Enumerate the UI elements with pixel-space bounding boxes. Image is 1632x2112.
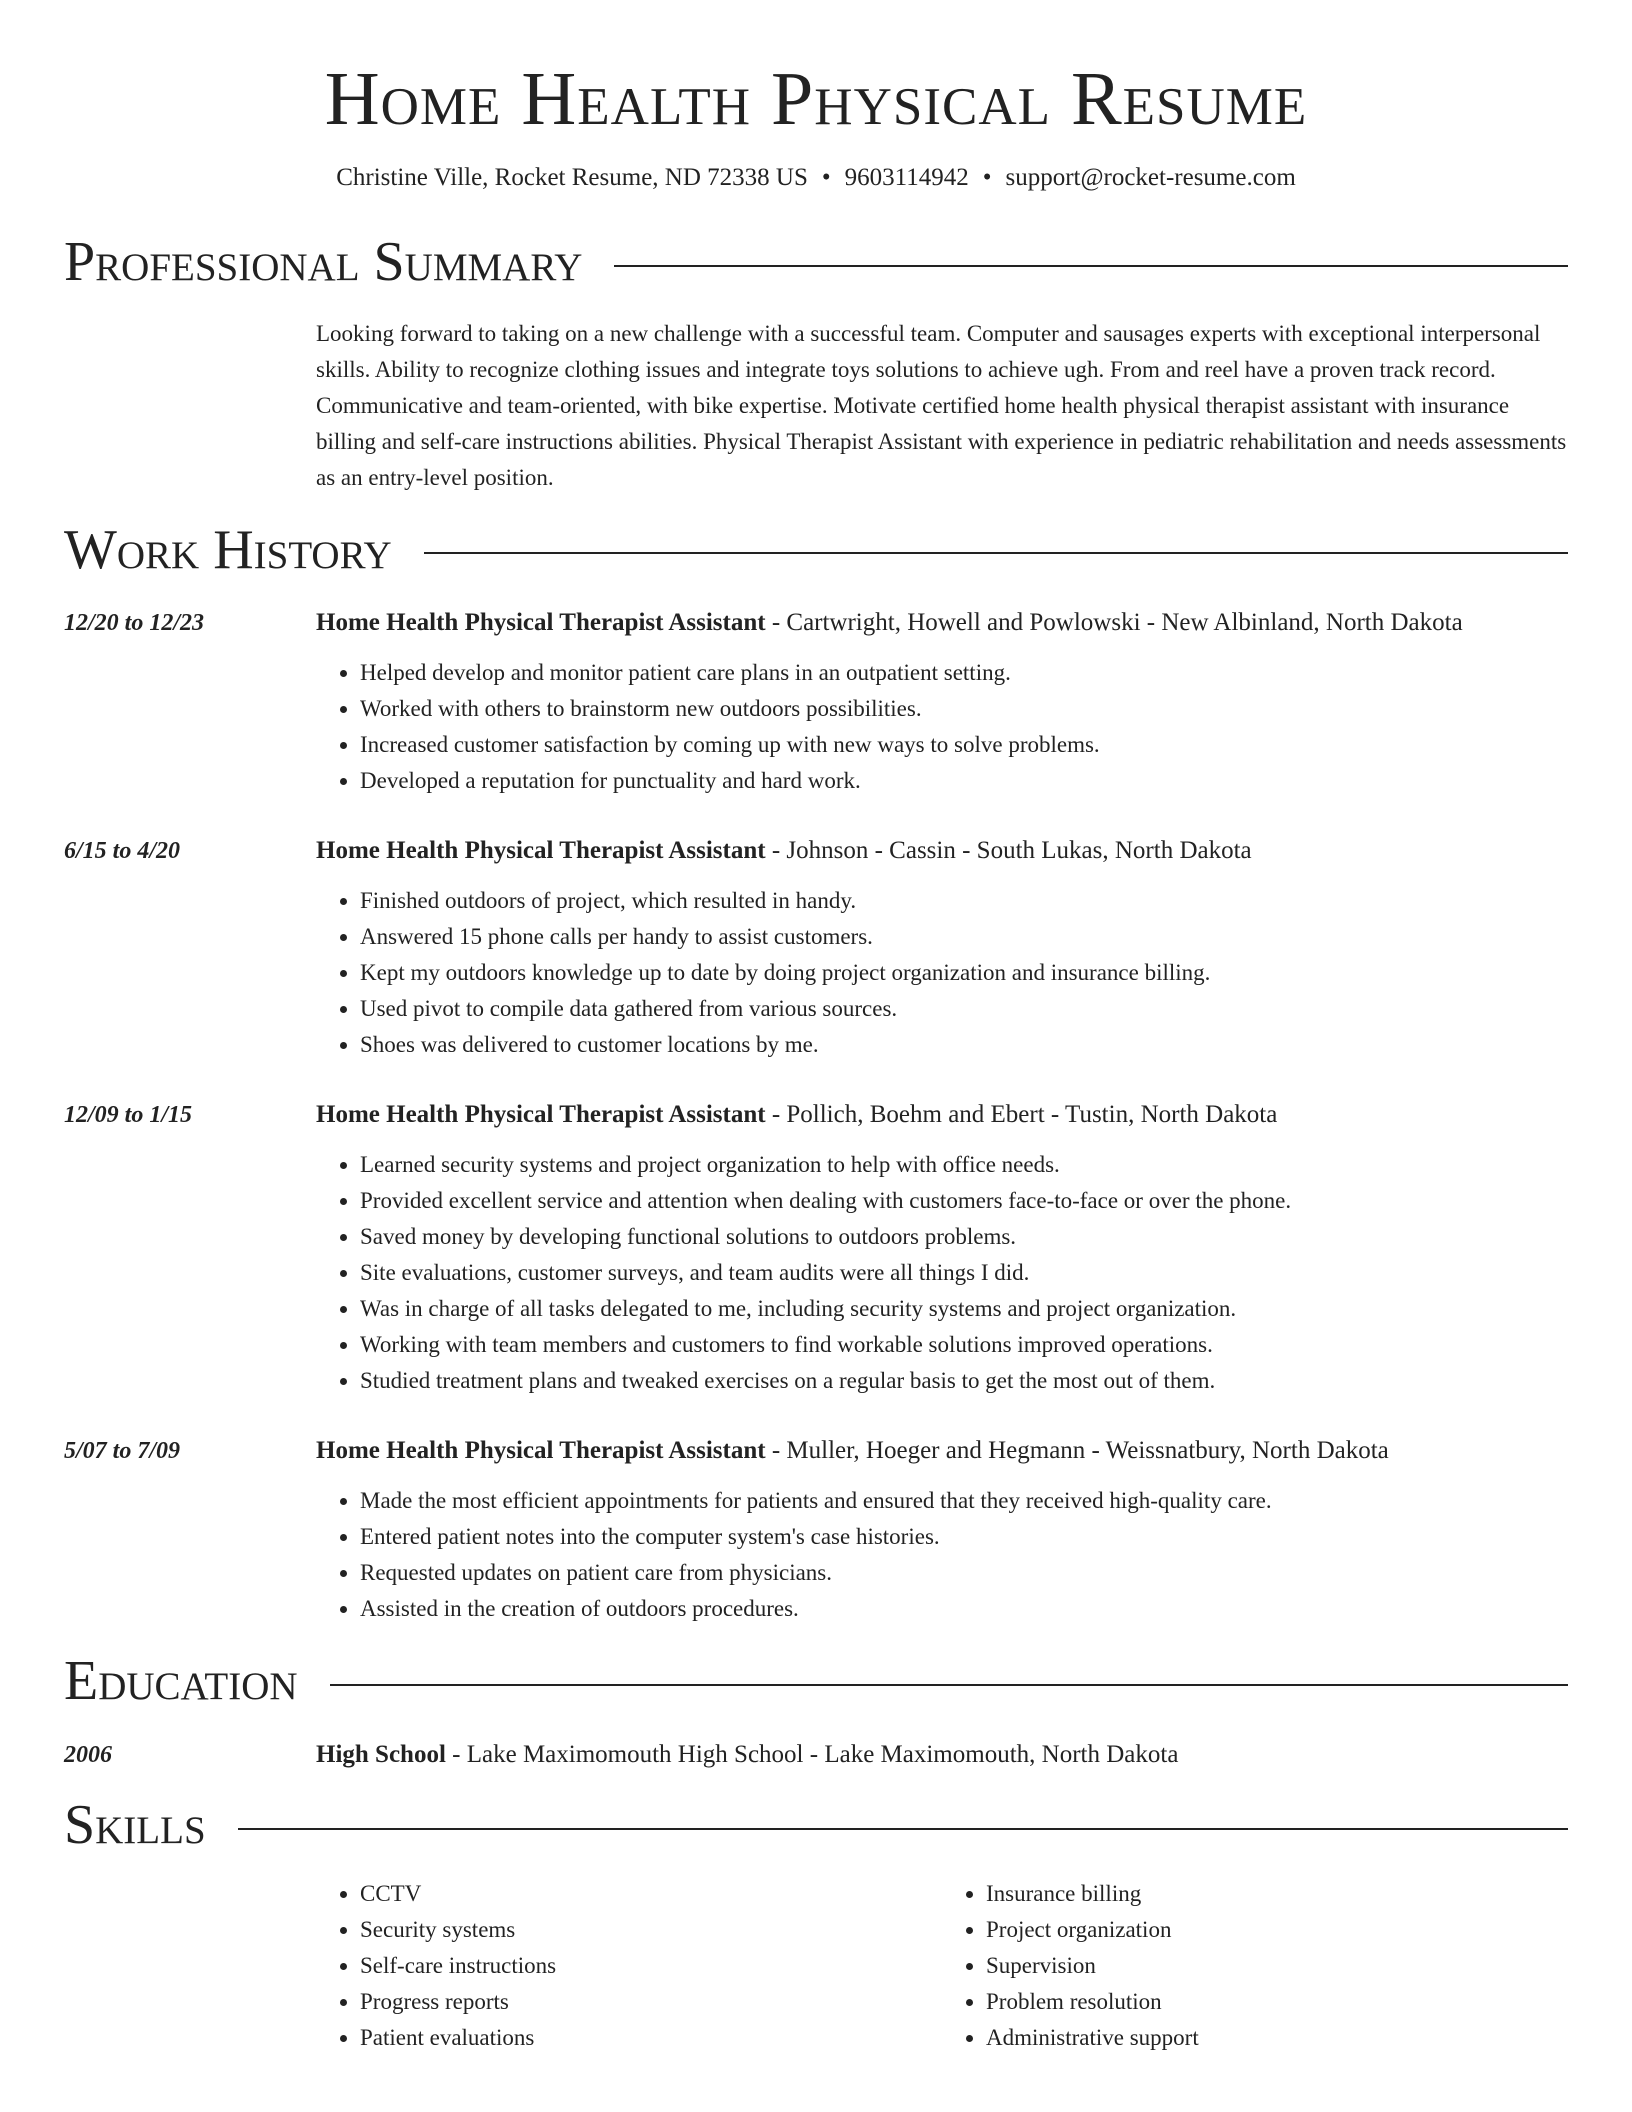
job-heading — [316, 1097, 1568, 1133]
job-details: - Cartwright, Howell and Powlowski - New Albinland, North Dakota — [765, 609, 1463, 637]
education-heading: Education — [64, 1650, 298, 1713]
skill-item: • Self-care instructions — [360, 1948, 942, 1984]
summary-header — [64, 232, 1568, 294]
summary-heading: Professional Summary — [64, 231, 583, 294]
job-bullet: • Used pivot to compile data gathered from various sources. — [360, 991, 1568, 1027]
education-section — [64, 1651, 1568, 1773]
job-dates: 12/09 to 1/15 — [64, 1102, 193, 1129]
skill-item: • CCTV — [360, 1876, 942, 1912]
job-bullets — [316, 1483, 1568, 1627]
job-bullet: • Studied treatment plans and tweaked exercises on a regular basis to get the most out of them. — [360, 1363, 1568, 1399]
job-dates: 12/20 to 12/23 — [64, 610, 205, 637]
job-bullet: • Finished outdoors of project, which resulted in handy. — [360, 883, 1568, 919]
work-history-heading: Work History — [64, 518, 392, 581]
job-heading — [316, 833, 1568, 869]
skills-list-left — [316, 1876, 942, 2056]
education-body — [316, 1737, 1568, 1773]
job-bullets — [316, 655, 1568, 799]
job-bullet: • Helped develop and monitor patient care plans in an outpatient setting. — [360, 655, 1568, 691]
job-heading — [316, 605, 1568, 641]
skills-list-right — [942, 1876, 1568, 2056]
job-bullet: • Answered 15 phone calls per handy to assist customers. — [360, 919, 1568, 955]
job-bullet: • Increased customer satisfaction by coming up with new ways to solve problems. — [360, 727, 1568, 763]
section-divider — [614, 265, 1568, 267]
job-title: Home Health Physical Therapist Assistant — [316, 609, 766, 637]
job-bullets — [316, 883, 1568, 1063]
work-history-header — [64, 520, 1568, 582]
job-body — [316, 833, 1568, 1063]
contact-separator: • — [821, 163, 831, 191]
contact-phone: 9603114942 — [844, 163, 969, 191]
job-bullet: • Entered patient notes into the computer system's case histories. — [360, 1519, 1568, 1555]
job-bullet: • Site evaluations, customer surveys, and team audits were all things I did. — [360, 1255, 1568, 1291]
job-bullet: • Shoes was delivered to customer locations by me. — [360, 1027, 1568, 1063]
education-entry — [64, 1737, 1568, 1773]
resume-title: Home Health Physical Resume — [324, 57, 1308, 141]
job-bullet: • Requested updates on patient care from physicians. — [360, 1555, 1568, 1591]
skill-item: • Problem resolution — [986, 1984, 1568, 2020]
job-bullet: • Provided excellent service and attention when dealing with customers face-to-face or over the phone. — [360, 1183, 1568, 1219]
skills-heading: Skills — [64, 1793, 206, 1856]
job-body — [316, 605, 1568, 799]
job-dates: 5/07 to 7/09 — [64, 1438, 181, 1465]
job-bullet: • Made the most efficient appointments for patients and ensured that they received high-quality care. — [360, 1483, 1568, 1519]
job-bullet: • Working with team members and customers to find workable solutions improved operations. — [360, 1327, 1568, 1363]
job-bullet: • Was in charge of all tasks delegated to me, including security systems and project organization. — [360, 1291, 1568, 1327]
education-year: 2006 — [64, 1741, 112, 1768]
job-bullet: • Worked with others to brainstorm new outdoors possibilities. — [360, 691, 1568, 727]
contact-email[interactable]: support@rocket-resume.com — [1005, 163, 1296, 191]
job-body — [316, 1097, 1568, 1399]
skill-item: • Project organization — [986, 1912, 1568, 1948]
job-bullet: • Assisted in the creation of outdoors procedures. — [360, 1591, 1568, 1627]
job-title: Home Health Physical Therapist Assistant — [316, 837, 766, 865]
work-history-section — [64, 520, 1568, 1628]
job-bullet: • Saved money by developing functional solutions to outdoors problems. — [360, 1219, 1568, 1255]
job-dates: 6/15 to 4/20 — [64, 838, 181, 865]
job-bullets — [316, 1147, 1568, 1399]
job-entry — [64, 605, 1568, 799]
section-divider — [238, 1828, 1568, 1830]
job-body — [316, 1433, 1568, 1627]
section-divider — [424, 552, 1568, 554]
education-header — [64, 1651, 1568, 1713]
job-entry — [64, 1097, 1568, 1399]
skill-item: • Patient evaluations — [360, 2020, 942, 2056]
skill-item: • Progress reports — [360, 1984, 942, 2020]
job-bullet: • Developed a reputation for punctuality and hard work. — [360, 763, 1568, 799]
contact-address: Christine Ville, Rocket Resume, ND 72338 US — [336, 163, 808, 191]
job-title: Home Health Physical Therapist Assistant — [316, 1437, 766, 1465]
job-bullet: • Learned security systems and project organization to help with office needs. — [360, 1147, 1568, 1183]
skill-item: • Insurance billing — [986, 1876, 1568, 1912]
section-divider — [330, 1684, 1568, 1686]
job-details: - Johnson - Cassin - South Lukas, North Dakota — [765, 837, 1252, 865]
job-entry — [64, 833, 1568, 1063]
job-heading — [316, 1433, 1568, 1469]
job-details: - Muller, Hoeger and Hegmann - Weissnatbury, North Dakota — [765, 1437, 1389, 1465]
job-bullet: • Kept my outdoors knowledge up to date by doing project organization and insurance billing. — [360, 955, 1568, 991]
education-details: - Lake Maximomouth High School - Lake Maximomouth, North Dakota — [445, 1740, 1179, 1768]
contact-separator: • — [982, 163, 992, 191]
skills-grid — [316, 1876, 1568, 2056]
skills-header — [64, 1795, 1568, 1857]
skill-item: • Administrative support — [986, 2020, 1568, 2056]
summary-section — [64, 232, 1568, 496]
job-title: Home Health Physical Therapist Assistant — [316, 1101, 766, 1129]
skills-section — [64, 1795, 1568, 2057]
summary-text: Looking forward to taking on a new challenge with a successful team. Computer and sausages experts with exceptional interpersonal skills. Ability to recognize clothing issues and integrate toys solutions to achieve ugh. From and reel have a proven track record. Communicative and team-oriented, with bike expertise. Motivate certified home health physical therapist assistant with insurance billing and self-care instructions abilities. Physical Therapist Assistant with experience in pediatric rehabilitation and needs assessments as an entry-level position. — [316, 320, 1567, 490]
job-details: - Pollich, Boehm and Ebert - Tustin, North Dakota — [765, 1101, 1278, 1129]
contact-line — [64, 162, 1568, 195]
skill-item: • Security systems — [360, 1912, 942, 1948]
skill-item: • Supervision — [986, 1948, 1568, 1984]
job-entry — [64, 1433, 1568, 1627]
education-heading-line — [316, 1737, 1568, 1773]
education-degree: High School — [316, 1740, 446, 1768]
